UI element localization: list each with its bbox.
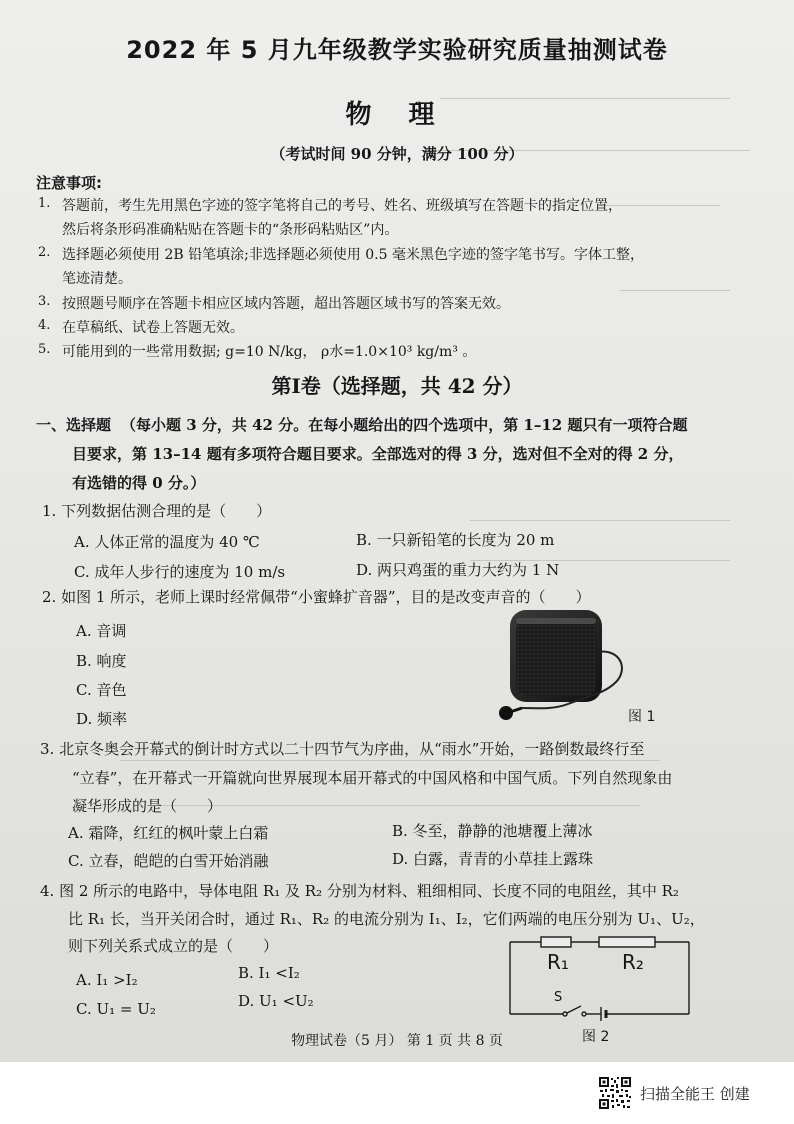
q4-option-b: B. I₁ <I₂ bbox=[238, 964, 300, 982]
note-text: 选择题必须使用 2B 铅笔填涂;非选择题必须使用 0.5 毫米黑色字迹的签字笔书写。字体工整， bbox=[62, 247, 644, 263]
circuit-diagram bbox=[505, 930, 695, 1025]
q1-option-c: C. 成年人步行的速度为 10 m/s bbox=[74, 563, 286, 581]
r2-label: R₂ bbox=[622, 950, 644, 974]
exam-info: （考试时间 90 分钟，满分 100 分） bbox=[270, 145, 524, 163]
question-3-line: 凝华形成的是（ ） bbox=[72, 797, 223, 815]
section-heading: 第Ⅰ卷（选择题，共 42 分） bbox=[271, 374, 523, 398]
note-number: 2. bbox=[38, 245, 51, 260]
question-2-stem: 2. 如图 1 所示，老师上课时经常佩带“小蜜蜂扩音器”，目的是改变声音的（ ） bbox=[42, 588, 591, 606]
note-number: 4. bbox=[38, 318, 51, 333]
q2-option-b: B. 响度 bbox=[76, 652, 127, 670]
subject-title: 物 理 bbox=[345, 100, 449, 130]
note-text: 答题前，考生先用黑色字迹的签字笔将自己的考号、姓名、班级填写在答题卡的指定位置， bbox=[62, 198, 622, 214]
note-number: 1. bbox=[38, 196, 51, 211]
section-intro-text: 目要求，第 13–14 题有多项符合题目要求。全部选对的得 3 分，选对但不全对的得 2 分， bbox=[72, 445, 684, 463]
camscanner-watermark: 扫描全能王 创建 bbox=[640, 1085, 750, 1103]
r1-label: R₁ bbox=[547, 950, 569, 974]
q1-option-d: D. 两只鸡蛋的重力大约为 1 N bbox=[356, 561, 560, 579]
note-number: 5. bbox=[38, 342, 51, 357]
amplifier-figure bbox=[492, 600, 642, 725]
q1-option-b: B. 一只新铅笔的长度为 20 m bbox=[356, 531, 555, 549]
exam-title: 2022 年 5 月九年级教学实验研究质量抽测试卷 bbox=[126, 36, 668, 64]
question-4-line: 4. 图 2 所示的电路中，导体电阻 R₁ 及 R₂ 分别为材料、粗细相同、长度不同的电阻丝，其中 R₂ bbox=[40, 882, 679, 900]
note-text: 在草稿纸、试卷上答题无效。 bbox=[62, 320, 244, 336]
q3-option-c: C. 立春，皑皑的白雪开始消融 bbox=[68, 852, 269, 870]
note-number: 3. bbox=[38, 294, 51, 309]
section-intro-label: 一、选择题 bbox=[36, 416, 112, 434]
q4-option-c: C. U₁ = U₂ bbox=[76, 1000, 156, 1018]
note-text: 可能用到的一些常用数据; g=10 N/kg， ρ水=1.0×10³ kg/m³ 。 bbox=[62, 344, 477, 360]
q3-option-b: B. 冬至，静静的池塘覆上薄冰 bbox=[392, 822, 593, 840]
question-4-line: 则下列关系式成立的是（ ） bbox=[68, 937, 279, 955]
q3-option-d: D. 白露，青青的小草挂上露珠 bbox=[392, 850, 594, 868]
note-text: 笔迹清楚。 bbox=[62, 271, 132, 287]
section-intro-text: 有选错的得 0 分。） bbox=[72, 474, 206, 492]
notes-heading: 注意事项: bbox=[36, 174, 102, 192]
note-text: 按照题号顺序在答题卡相应区域内答题，超出答题区域书写的答案无效。 bbox=[62, 296, 510, 312]
question-1-stem: 1. 下列数据估测合理的是（ ） bbox=[42, 502, 272, 520]
question-4-line: 比 R₁ 长，当开关闭合时，通过 R₁、R₂ 的电流分别为 I₁、I₂，它们两端的电压分别为 U₁、U₂， bbox=[68, 910, 705, 928]
q2-option-a: A. 音调 bbox=[76, 622, 127, 640]
note-text: 然后将条形码准确粘贴在答题卡的“条形码粘贴区”内。 bbox=[62, 222, 399, 238]
q4-option-a: A. I₁ >I₂ bbox=[76, 971, 138, 989]
qr-code-icon bbox=[598, 1076, 632, 1110]
q2-option-c: C. 音色 bbox=[76, 681, 127, 699]
page-footer: 物理试卷（5 月） 第 1 页 共 8 页 bbox=[291, 1033, 503, 1049]
figure-2-label: 图 2 bbox=[582, 1029, 610, 1045]
q3-option-a: A. 霜降，红红的枫叶蒙上白霜 bbox=[68, 824, 269, 842]
question-3-line: “立春”，在开幕式一开篇就向世界展现本届开幕式的中国风格和中国气质。下列自然现象由 bbox=[72, 769, 673, 787]
q1-option-a: A. 人体正常的温度为 40 ℃ bbox=[74, 533, 260, 551]
figure-1-label: 图 1 bbox=[628, 709, 656, 725]
q2-option-d: D. 频率 bbox=[76, 710, 128, 728]
section-intro-text: （每小题 3 分，共 42 分。在每小题给出的四个选项中，第 1–12 题只有一项符合题 bbox=[121, 416, 688, 434]
question-3-line: 3. 北京冬奥会开幕式的倒计时方式以二十四节气为序曲，从“雨水”开始，一路倒数最终行至 bbox=[40, 740, 645, 758]
switch-label: S bbox=[554, 990, 563, 1005]
q4-option-d: D. U₁ <U₂ bbox=[238, 992, 314, 1010]
